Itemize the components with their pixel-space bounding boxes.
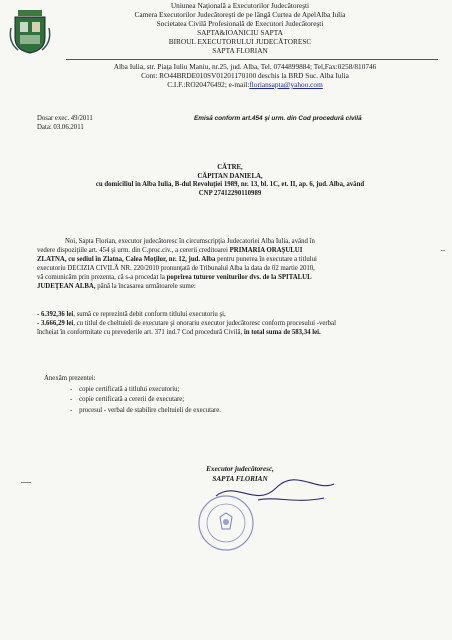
addressee-cnp: CNP 27412290110989 <box>198 189 262 197</box>
creditor-name: PRIMARIA ORAŞULUI <box>229 247 303 255</box>
amounts-block <box>37 310 437 337</box>
margin-mark <box>21 482 31 483</box>
header-block <box>90 1 390 55</box>
addressee-domicile: cu domiciliul în Alba Iulia, B-dul Revoluţiei 1989, nr. 13, bl. 1C, et. II, ap. 6, jud. Alba, având <box>95 181 365 189</box>
amount-desc: , cu titlul de cheltuieli de executare şi onorariu executor judecătoresc conform procesului -verbal <box>73 320 336 328</box>
body-line: executoriu DECIZIA CIVILĂ NR. 220/2010 pronunţată de Tribunalul Alba la data de 02 martie 2010, <box>37 265 315 273</box>
annex-block <box>44 374 424 416</box>
amount-costs-cont <box>37 328 437 337</box>
body-line <box>37 246 437 255</box>
header-line: Societatea Civilă Profesională de Executori Judecătoreşti <box>156 19 324 28</box>
signature-name: SAPTA FLORIAN <box>212 474 268 483</box>
header-divider <box>66 59 438 60</box>
annex-item: - procesul - verbal de stabilire cheltuieli de executare. <box>70 406 221 414</box>
email-link[interactable]: floriansapta@yahoo.com <box>249 80 323 89</box>
employer-name: JUDEŢEAN ALBA, <box>37 283 96 291</box>
amount-desc: încheiat în conformitate cu prevederile art. 371 ind.7 Cod procedură Civilă, <box>37 329 244 337</box>
handwritten-signature <box>206 478 356 518</box>
header-line: Uniunea Naţională a Executorilor Judecătoreşti <box>170 1 310 10</box>
contact-account: Cont: RO44BRDE010SV01201170100 deschis la BRD Suc. Alba Iulia <box>141 71 349 80</box>
addressee-block <box>30 164 430 198</box>
body-line <box>37 255 437 264</box>
body-paragraph <box>37 237 437 292</box>
catre-label: CĂTRE, <box>217 164 243 171</box>
coat-of-arms-logo <box>8 8 52 54</box>
contact-cif: C.I.F.:RO20476492; e-mail: <box>167 80 250 89</box>
annex-title: Anexăm prezentei: <box>44 375 96 382</box>
annex-item-text: procesul - verbal de stabilire cheltuieli de executare. <box>79 406 221 414</box>
annex-item: - copie certificată a titlului executoriu; <box>70 385 180 393</box>
dosar-block <box>37 115 177 132</box>
addressee-name: CĂPITAN DANIELA, <box>197 172 263 180</box>
contact-cif-email <box>60 80 430 89</box>
document-date: Data: 03.06.2011 <box>37 123 84 131</box>
dosar-number: Dosar exec. 49/2011 <box>37 115 93 122</box>
amount-value: - 3.666,29 lei <box>37 320 74 328</box>
body-line <box>37 273 437 282</box>
amount-debit <box>37 310 437 319</box>
header-line: Camera Executorilor Judecătoreşti de pe lângă Curtea de ApelAlba Iulia <box>134 10 346 19</box>
body-text: pentru punerea în executare a titlului <box>215 256 317 264</box>
body-text: vă comunicăm prin prezenta, că s-a procedat la <box>37 274 167 282</box>
amount-costs <box>37 319 437 328</box>
annex-item-text: copie certificată a cererii de executare; <box>79 396 185 403</box>
contact-block <box>60 62 430 89</box>
header-line: SAPTA&IOANICIU SAPTA <box>197 28 283 37</box>
emission-note: Emisă conform art.454 şi urm. din Cod procedură civilă <box>194 115 362 122</box>
annex-item-text: copie certificată a titlului executoriu; <box>79 385 180 393</box>
annex-item: - copie certificată a cererii de executare; <box>70 396 185 403</box>
amount-value: - 6.392,36 lei <box>37 311 74 318</box>
header-line: SAPTA FLORIAN <box>212 46 268 55</box>
body-text: până la încasarea următoarele sume: <box>95 283 196 291</box>
garnishment-text: poprirea tuturor veniturilor dvs. de la SPITALUL <box>166 274 312 282</box>
signature-role: Executor judecătoresc, <box>206 465 274 473</box>
creditor-address: ZLATNA, cu sediul în Zlatna, Calea Moţilor, nr. 12, jud. Alba <box>37 256 216 264</box>
amount-desc: , sumă ce reprezintă debit conform titlului executoriu şi, <box>73 311 226 318</box>
header-line: BIROUL EXECUTORULUI JUDECĂTORESC <box>168 37 312 46</box>
margin-mark <box>441 250 445 251</box>
contact-address: Alba Iulia, str. Piaţa Iuliu Maniu, nr.25, jud. Alba, Tel. 0744899884; Tel,Fax:0258/810746 <box>113 62 377 71</box>
body-line <box>37 282 437 291</box>
total-amount: în total suma de 583,34 lei. <box>243 329 321 337</box>
body-line: Noi, Sapta Florian, executor judecătoresc în circumscripţia Judecatoriei Alba Iulia, având în <box>65 238 315 245</box>
body-text: vedere dispoziţiile art. 454 şi urm. din C.proc.civ., a cererii creditoarei <box>37 247 230 255</box>
